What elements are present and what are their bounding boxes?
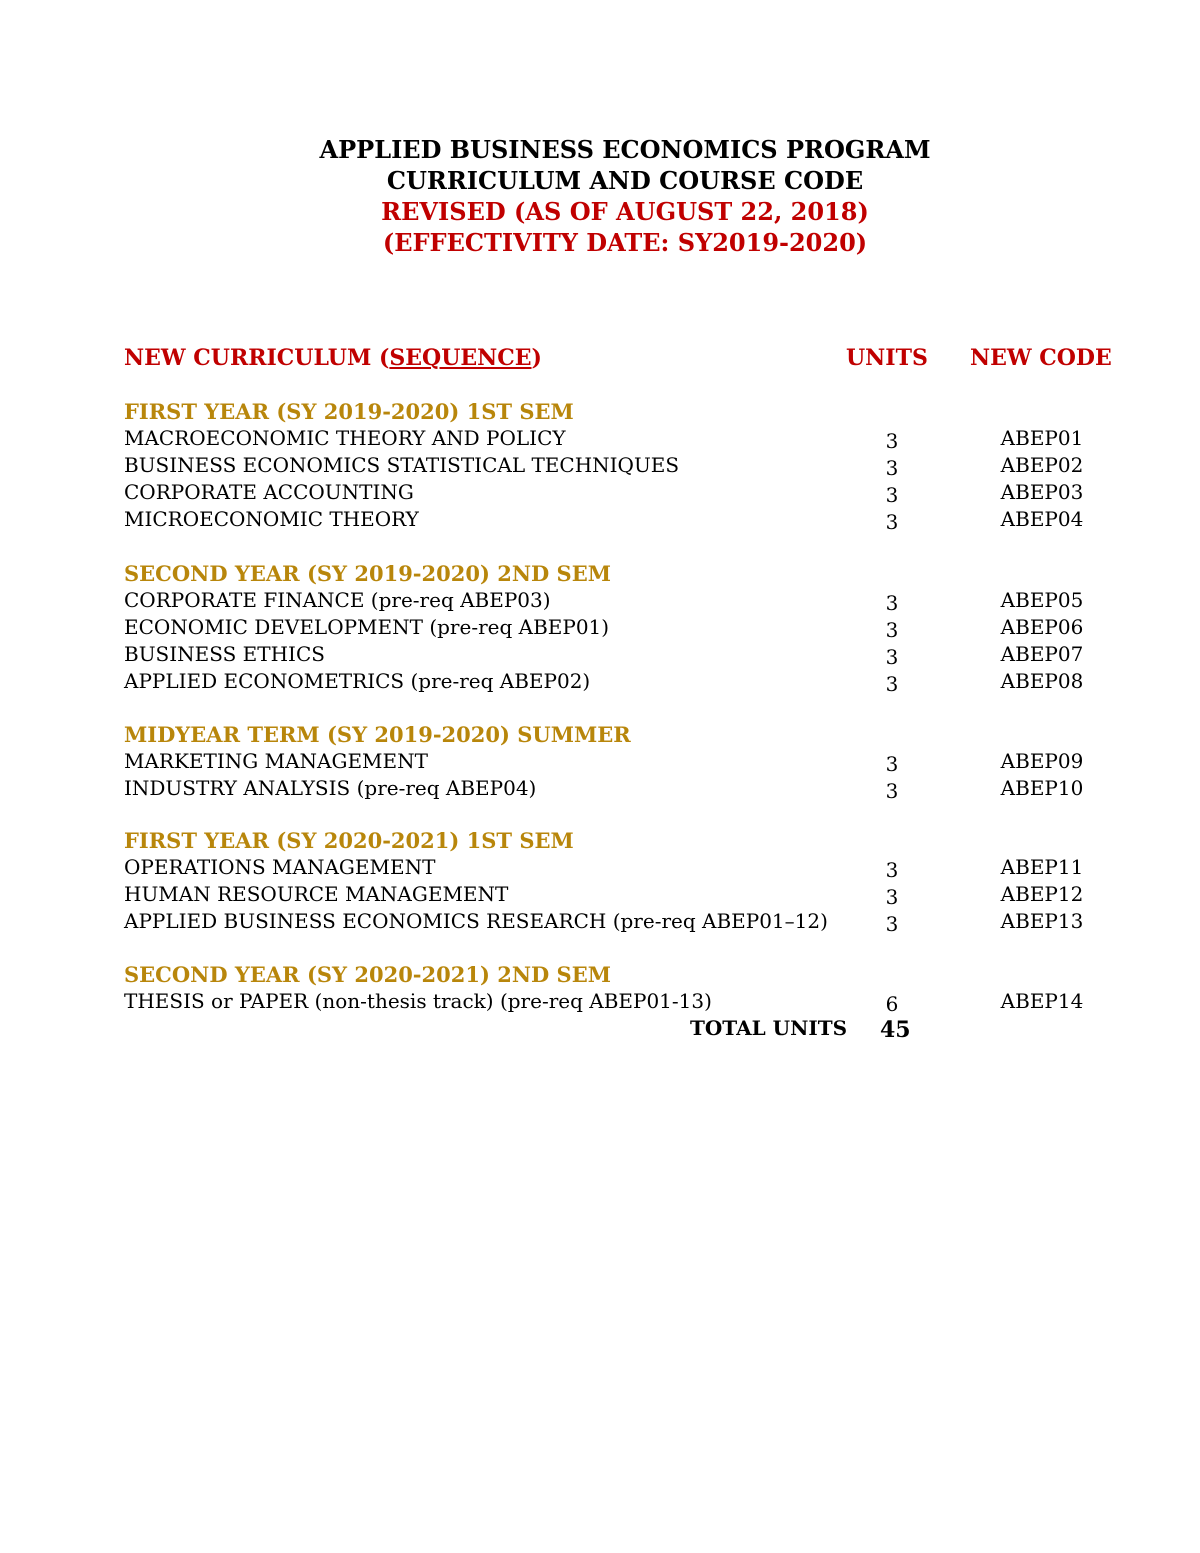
course-row (124, 614, 1124, 641)
course-units: 3 (885, 429, 899, 453)
course-units: 3 (885, 456, 899, 480)
course-name: INDUSTRY ANALYSIS (pre-req ABEP04) (124, 776, 537, 800)
course-units: 3 (885, 591, 899, 615)
course-name: BUSINESS ETHICS (124, 642, 325, 666)
section-title: SECOND YEAR (SY 2019-2020) 2ND SEM (124, 561, 611, 586)
section-title: SECOND YEAR (SY 2020-2021) 2ND SEM (124, 962, 611, 987)
course-units: 3 (885, 618, 899, 642)
course-code: ABEP02 (1000, 453, 1084, 477)
course-row (124, 908, 1124, 935)
course-code: ABEP10 (1000, 776, 1084, 800)
course-row (124, 425, 1124, 452)
course-name: MARKETING MANAGEMENT (124, 749, 428, 773)
course-code: ABEP07 (1000, 642, 1084, 666)
curriculum-header: NEW CURRICULUM (SEQUENCE) (124, 345, 542, 371)
course-code: ABEP03 (1000, 480, 1084, 504)
course-row (124, 452, 1124, 479)
curriculum-title: CURRICULUM AND COURSE CODE (386, 166, 864, 195)
course-row (124, 988, 1124, 1015)
total-value: 45 (880, 1017, 911, 1043)
course-code: ABEP05 (1000, 588, 1084, 612)
course-row (124, 881, 1124, 908)
course-code: ABEP06 (1000, 615, 1084, 639)
course-units: 3 (885, 645, 899, 669)
title-block (0, 134, 1200, 258)
revision-date: REVISED (AS OF AUGUST 22, 2018) (381, 197, 869, 226)
course-row (124, 854, 1124, 881)
course-code: ABEP09 (1000, 749, 1084, 773)
course-row (124, 748, 1124, 775)
course-units: 3 (885, 885, 899, 909)
total-label: TOTAL UNITS (690, 1016, 848, 1040)
course-name: MICROECONOMIC THEORY (124, 507, 419, 531)
course-name: ECONOMIC DEVELOPMENT (pre-req ABEP01) (124, 615, 610, 639)
course-units: 3 (885, 483, 899, 507)
course-units: 3 (885, 752, 899, 776)
course-code: ABEP14 (1000, 989, 1084, 1013)
course-units: 3 (885, 912, 899, 936)
course-units: 6 (885, 992, 899, 1016)
course-row (124, 506, 1124, 533)
course-code: ABEP04 (1000, 507, 1084, 531)
units-header: UNITS (846, 345, 928, 371)
course-name: THESIS or PAPER (non-thesis track) (pre-req ABEP01-13) (124, 989, 712, 1013)
course-name: APPLIED ECONOMETRICS (pre-req ABEP02) (124, 669, 591, 693)
course-name: APPLIED BUSINESS ECONOMICS RESEARCH (pre-req ABEP01–12) (124, 909, 828, 933)
course-name: CORPORATE ACCOUNTING (124, 480, 414, 504)
column-header (124, 345, 1124, 372)
course-name: BUSINESS ECONOMICS STATISTICAL TECHNIQUES (124, 453, 680, 477)
program-title: APPLIED BUSINESS ECONOMICS PROGRAM (319, 135, 931, 164)
section-title: FIRST YEAR (SY 2020-2021) 1ST SEM (124, 828, 574, 853)
code-header: NEW CODE (970, 345, 1112, 371)
effectivity-date: (EFFECTIVITY DATE: SY2019-2020) (382, 228, 868, 257)
course-code: ABEP13 (1000, 909, 1084, 933)
course-row (124, 641, 1124, 668)
total-row (124, 1015, 1124, 1042)
course-code: ABEP11 (1000, 855, 1084, 879)
section-title: FIRST YEAR (SY 2019-2020) 1ST SEM (124, 399, 574, 424)
course-name: MACROECONOMIC THEORY AND POLICY (124, 426, 566, 450)
course-code: ABEP01 (1000, 426, 1084, 450)
course-name: CORPORATE FINANCE (pre-req ABEP03) (124, 588, 551, 612)
course-name: OPERATIONS MANAGEMENT (124, 855, 436, 879)
course-units: 3 (885, 858, 899, 882)
course-row (124, 587, 1124, 614)
course-row (124, 775, 1124, 802)
section-title: MIDYEAR TERM (SY 2019-2020) SUMMER (124, 722, 631, 747)
course-code: ABEP12 (1000, 882, 1084, 906)
course-units: 3 (885, 672, 899, 696)
course-units: 3 (885, 510, 899, 534)
course-row (124, 479, 1124, 506)
sequence-underlined: SEQUENCE (389, 345, 532, 371)
course-units: 3 (885, 779, 899, 803)
course-row (124, 668, 1124, 695)
course-code: ABEP08 (1000, 669, 1084, 693)
course-name: HUMAN RESOURCE MANAGEMENT (124, 882, 509, 906)
